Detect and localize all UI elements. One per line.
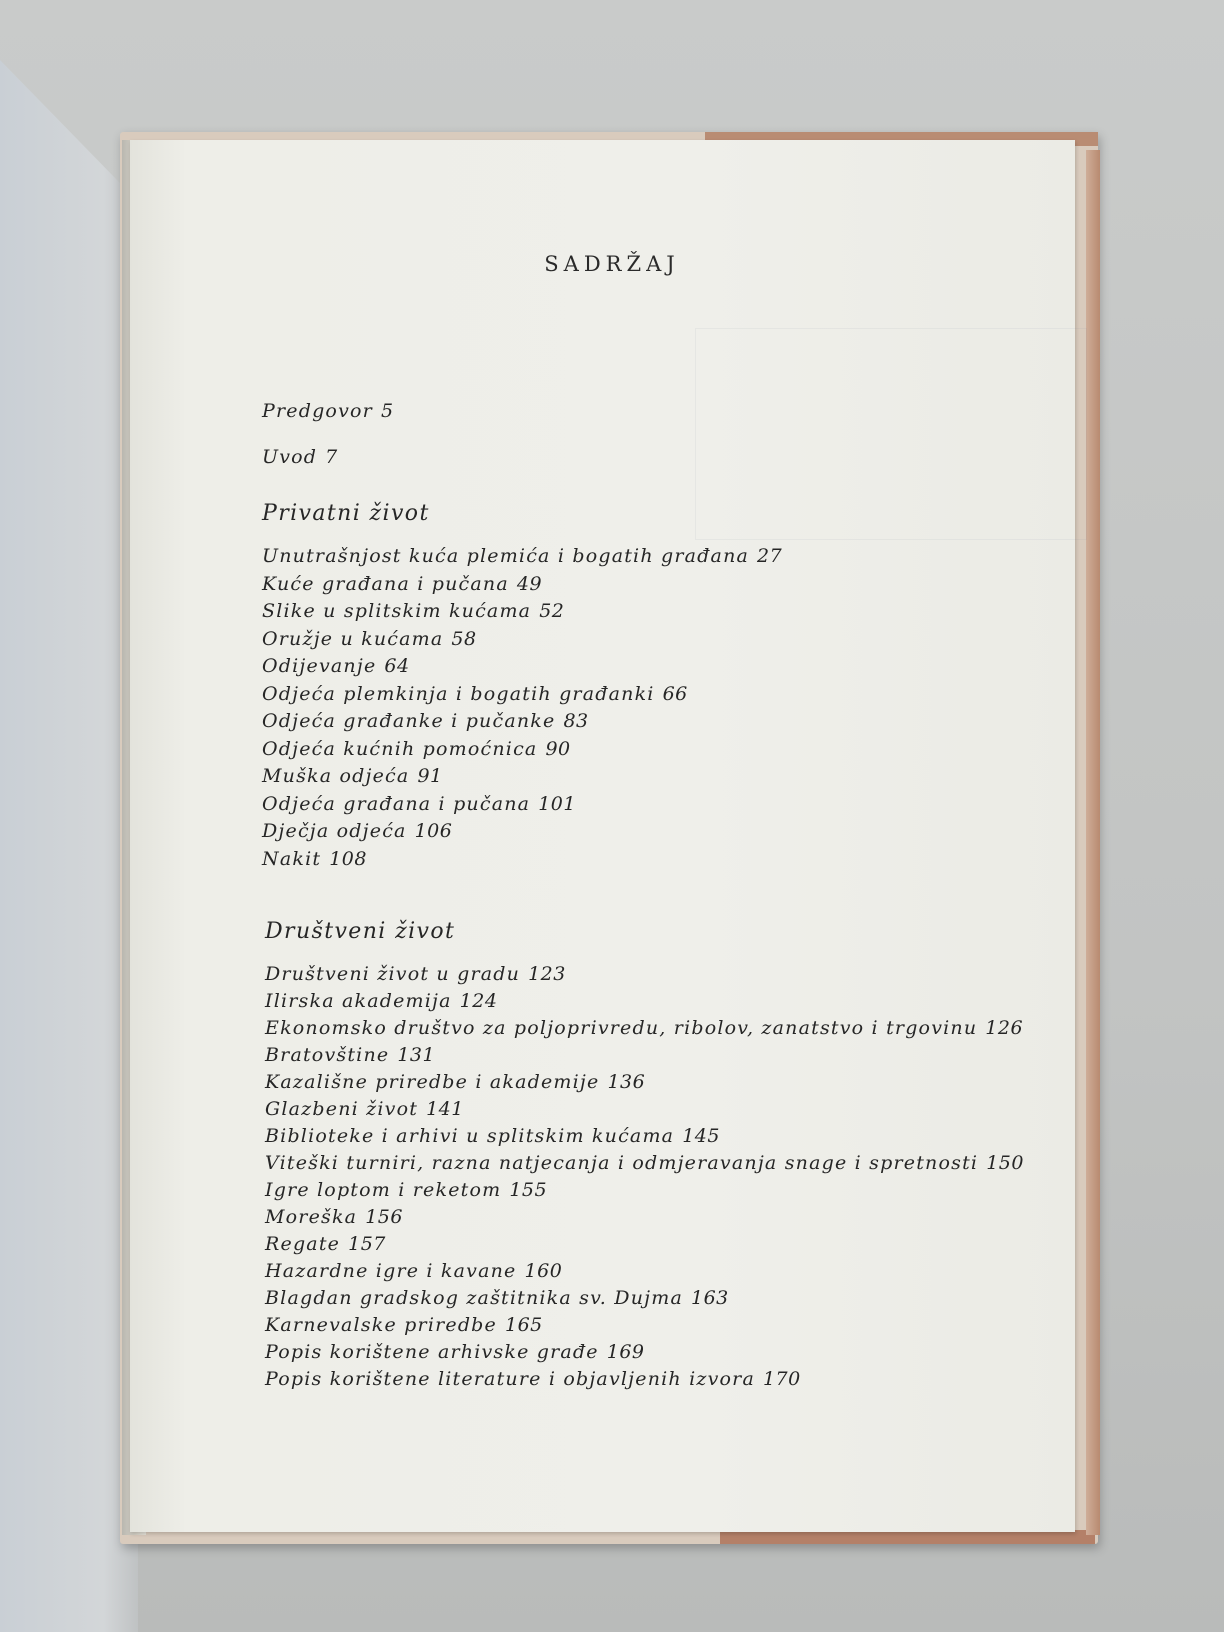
toc-entry [265, 1258, 1062, 1285]
toc-entry-title: Odijevanje [262, 655, 377, 677]
toc-entry [265, 1015, 1062, 1042]
toc-entry-page: 101 [538, 792, 576, 815]
toc-entry-title: Popis korištene literature i objavljenih izvora [265, 1368, 755, 1390]
toc-entry [265, 1339, 1062, 1366]
toc-entry-page: 108 [329, 847, 367, 870]
toc-entry-page: 141 [426, 1098, 464, 1120]
toc-entry [262, 846, 1062, 874]
facing-endpaper [0, 60, 138, 1632]
toc-entry-page: 169 [606, 1341, 645, 1363]
toc-entry-page: 136 [607, 1071, 646, 1093]
toc-entry-page: 150 [986, 1152, 1024, 1174]
toc-entry-title: Predgovor [262, 400, 373, 422]
toc-entry-title: Regate [265, 1233, 341, 1255]
toc-entry-title: Blagdan gradskog zaštitnika sv. Dujma [265, 1287, 683, 1309]
toc-entry-page: 90 [545, 737, 571, 760]
toc-section-private-life [262, 499, 1062, 873]
toc-entry-title: Društveni život u gradu [265, 963, 521, 985]
toc-entry-title: Odjeća plemkinja i bogatih građanki [262, 682, 655, 705]
toc-entry-page: 27 [757, 545, 783, 567]
toc-entry-title: Kazališne priredbe i akademije [265, 1071, 600, 1093]
toc-entry-page: 170 [762, 1368, 801, 1390]
toc-entry-title: Kuće građana i pučana [262, 572, 509, 595]
toc-entry-page: 91 [417, 765, 443, 787]
toc-entry-page: 126 [985, 1017, 1024, 1039]
toc-entry-page: 160 [524, 1260, 563, 1282]
toc-entry-title: Dječja odjeća [262, 820, 407, 842]
toc-entry [265, 1096, 1062, 1123]
toc-entry-page: 106 [414, 820, 453, 842]
toc-entry-title: Odjeća kućnih pomoćnica [262, 737, 538, 760]
toc-entry [265, 1312, 1062, 1339]
toc-entry [265, 1366, 1062, 1393]
toc-entry-title: Odjeća građana i pučana [262, 792, 531, 815]
toc-entry-page: 131 [397, 1044, 436, 1066]
section-heading: Društveni život [265, 919, 456, 944]
toc-entry-page: 123 [528, 963, 566, 985]
toc-section-social-life [262, 917, 1062, 1393]
toc-entry [265, 961, 1062, 988]
toc-entry-page: 49 [516, 572, 543, 595]
toc-entry [265, 1042, 1062, 1069]
toc-entry [262, 444, 1062, 472]
toc-entry [262, 818, 1062, 846]
toc-entry [262, 543, 1062, 571]
toc-entry [265, 1069, 1062, 1096]
toc-entry-title: Karnevalske priredbe [265, 1314, 497, 1336]
toc-entry [265, 1285, 1062, 1312]
toc-entry-title: Glazbeni život [265, 1098, 419, 1120]
toc-entry-page: 165 [505, 1314, 543, 1336]
section-heading: Privatni život [262, 501, 430, 526]
toc-entry-title: Odjeća građanke i pučanke [262, 710, 556, 732]
toc-entry-title: Hazardne igre i kavane [265, 1260, 517, 1282]
toc-entry [262, 571, 1062, 599]
toc-entry-title: Ekonomsko društvo za poljoprivredu, ribolov, zanatstvo i trgovinu [265, 1017, 978, 1039]
toc-entry-title: Muška odjeća [262, 765, 410, 787]
toc-entry [262, 708, 1062, 736]
toc-entry [265, 1177, 1062, 1204]
toc-entry-title: Ilirska akademija [265, 990, 452, 1012]
toc-entry-page: 83 [563, 710, 589, 732]
cover-band-bottom [720, 1530, 1095, 1544]
toc-entry-title: Nakit [262, 847, 322, 870]
toc-entry [262, 626, 1062, 654]
toc-entry-page: 58 [451, 627, 477, 650]
toc-entry [265, 988, 1062, 1015]
toc-entry-title: Oružje u kućama [262, 627, 444, 650]
toc-entry-page: 7 [325, 445, 338, 468]
toc-entry [262, 791, 1062, 819]
toc-entry-page: 66 [662, 682, 688, 705]
toc-entry [265, 1231, 1062, 1258]
toc-entry [262, 653, 1062, 681]
toc-entry-page: 5 [380, 400, 394, 422]
toc-entry-title: Popis korištene arhivske građe [265, 1341, 599, 1363]
toc-entry-title: Slike u splitskim kućama [262, 600, 532, 622]
toc-entry [262, 736, 1062, 764]
toc-entry-title: Uvod [262, 445, 318, 468]
toc-entry-page: 157 [348, 1233, 386, 1255]
toc-entry [262, 763, 1062, 791]
toc-entry [265, 1123, 1062, 1150]
toc-entry-page: 52 [539, 600, 565, 622]
toc-entry-title: Igre loptom i reketom [265, 1179, 502, 1201]
table-of-contents [262, 398, 1062, 1393]
page-title: SADRŽAJ [544, 252, 680, 276]
toc-entry [262, 681, 1062, 709]
toc-entry-title: Viteški turniri, razna natjecanja i odmjeravanja snage i spretnosti [265, 1152, 979, 1174]
toc-entry-page: 145 [682, 1125, 720, 1147]
toc-entry [265, 1150, 1062, 1177]
toc-entry-page: 163 [690, 1287, 729, 1309]
toc-entry-page: 64 [384, 655, 410, 677]
toc-entry-page: 124 [459, 990, 498, 1012]
toc-entry-title: Moreška [265, 1206, 358, 1228]
toc-entry-title: Biblioteke i arhivi u splitskim kućama [265, 1125, 675, 1147]
toc-entry [262, 598, 1062, 626]
toc-entry-page: 155 [509, 1179, 548, 1201]
toc-entry [262, 398, 1062, 426]
toc-entry [265, 1204, 1062, 1231]
toc-entry-title: Unutrašnjost kuća plemića i bogatih građana [262, 545, 750, 567]
toc-entry-title: Bratovštine [265, 1044, 390, 1066]
cover-edge [1086, 150, 1100, 1535]
toc-entry-page: 156 [365, 1206, 403, 1228]
